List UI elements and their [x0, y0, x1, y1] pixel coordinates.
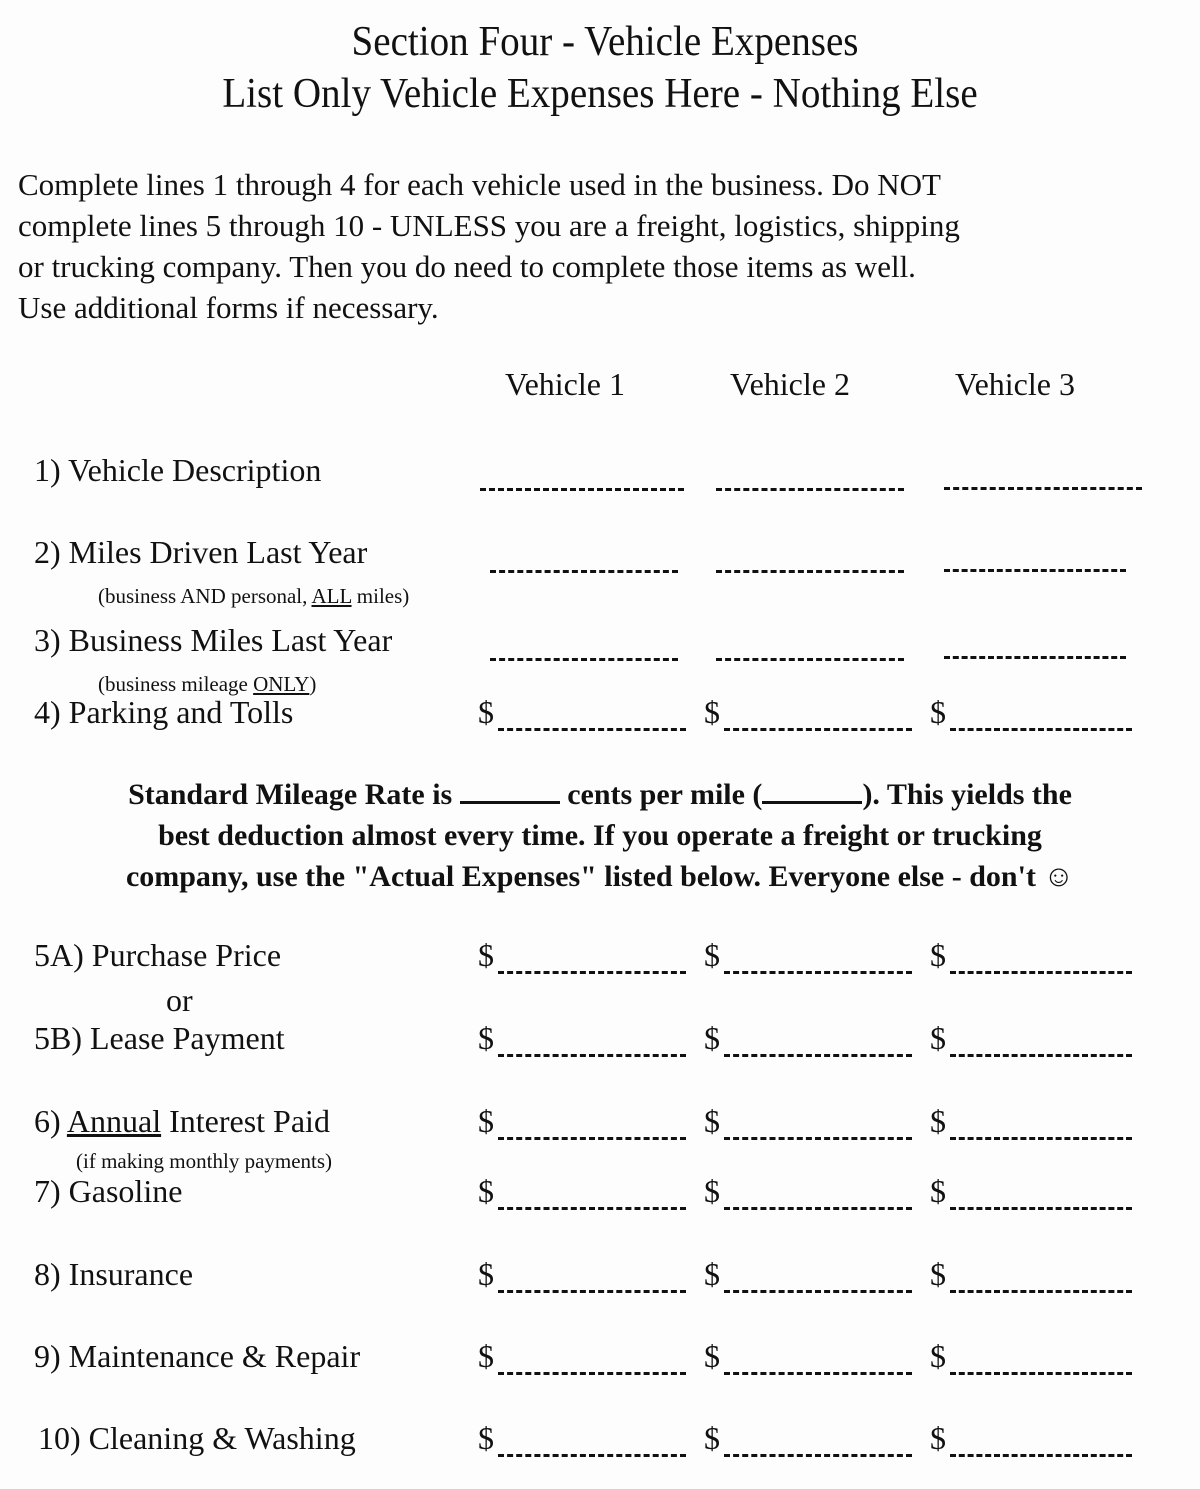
dollar-sign: $ — [704, 694, 720, 730]
vehicle-2-annual-interest-field[interactable] — [724, 1115, 912, 1140]
row-label-parking-tolls: 4) Parking and Tolls — [34, 694, 294, 730]
vehicle-1-purchase-price-field[interactable] — [498, 949, 686, 974]
dollar-sign: $ — [704, 1420, 720, 1456]
mileage-rate-note — [0, 774, 1200, 897]
dollar-sign: $ — [930, 1020, 946, 1056]
vehicle-2-purchase-price-field[interactable] — [724, 949, 912, 974]
row-label-lease-payment: 5B) Lease Payment — [34, 1020, 285, 1056]
row-label-cleaning-washing: 10) Cleaning & Washing — [38, 1420, 356, 1456]
instructions — [18, 164, 1198, 328]
vehicle-1-gasoline-field[interactable] — [498, 1185, 686, 1210]
instruction-line: Use additional forms if necessary. — [18, 290, 439, 325]
row-label-vehicle-description: 1) Vehicle Description — [34, 452, 322, 488]
instruction-line: or trucking company. Then you do need to complete those items as well. — [18, 249, 916, 284]
vehicle-3-purchase-price-field[interactable] — [950, 949, 1132, 974]
vehicle-2-business-miles-field[interactable] — [716, 636, 904, 661]
row-label-gasoline: 7) Gasoline — [34, 1173, 183, 1209]
dollar-sign: $ — [478, 937, 494, 973]
dollar-sign: $ — [930, 1338, 946, 1374]
section-subtitle: List Only Vehicle Expenses Here - Nothing Else — [222, 71, 978, 117]
dollar-sign: $ — [704, 1338, 720, 1374]
label-number: 6) — [34, 1103, 67, 1139]
row-note-miles-driven — [98, 584, 409, 609]
label-text: Interest Paid — [161, 1103, 330, 1139]
dollar-sign: $ — [478, 1420, 494, 1456]
vehicle-3-insurance-field[interactable] — [950, 1268, 1132, 1293]
mileage-rate-cents-field[interactable] — [460, 781, 560, 804]
dollar-sign: $ — [930, 1103, 946, 1139]
dollar-sign: $ — [930, 694, 946, 730]
note-line-1 — [0, 774, 1200, 815]
dollar-sign: $ — [478, 1020, 494, 1056]
note-text: Standard Mileage Rate is — [128, 778, 460, 811]
dollar-sign: $ — [704, 1103, 720, 1139]
vehicle-3-parking-tolls-field[interactable] — [950, 706, 1132, 731]
vehicle-1-miles-driven-field[interactable] — [490, 548, 678, 573]
dollar-sign: $ — [478, 1103, 494, 1139]
vehicle-2-cleaning-washing-field[interactable] — [724, 1432, 912, 1457]
vehicle-3-description-field[interactable] — [944, 465, 1142, 490]
dollar-sign: $ — [704, 1173, 720, 1209]
vehicle-3-miles-driven-field[interactable] — [944, 547, 1126, 572]
row-label-annual-interest — [34, 1103, 330, 1140]
row-label-maintenance-repair: 9) Maintenance & Repair — [34, 1338, 361, 1374]
note-text: (business mileage — [98, 672, 254, 696]
vehicle-2-miles-driven-field[interactable] — [716, 548, 904, 573]
vehicle-2-insurance-field[interactable] — [724, 1268, 912, 1293]
row-note-annual-interest: (if making monthly payments) — [76, 1149, 333, 1173]
vehicle-3-gasoline-field[interactable] — [950, 1185, 1132, 1210]
vehicle-2-lease-payment-field[interactable] — [724, 1032, 912, 1057]
section-title: Section Four - Vehicle Expenses — [351, 19, 859, 65]
vehicle-2-parking-tolls-field[interactable] — [724, 706, 912, 731]
dollar-sign: $ — [478, 1256, 494, 1292]
vehicle-1-parking-tolls-field[interactable] — [498, 706, 686, 731]
vehicle-2-gasoline-field[interactable] — [724, 1185, 912, 1210]
note-line-2: best deduction almost every time. If you operate a freight or trucking — [158, 819, 1042, 852]
note-text: ). This yields the — [862, 778, 1072, 811]
note-text: ) — [309, 672, 317, 696]
instruction-line: complete lines 5 through 10 - UNLESS you are a freight, logistics, shipping — [18, 208, 960, 243]
label-emphasis: Annual — [66, 1103, 162, 1139]
note-emphasis: ALL — [311, 584, 352, 608]
dollar-sign: $ — [704, 1256, 720, 1292]
vehicle-3-lease-payment-field[interactable] — [950, 1032, 1132, 1057]
note-emphasis: ONLY — [253, 672, 310, 696]
row-label-purchase-price: 5A) Purchase Price — [34, 937, 282, 973]
vehicle-3-maintenance-repair-field[interactable] — [950, 1350, 1132, 1375]
row-label-or: or — [166, 982, 193, 1018]
mileage-rate-dollars-field[interactable] — [762, 781, 862, 804]
column-header-vehicle-3: Vehicle 3 — [955, 366, 1075, 402]
vehicle-3-annual-interest-field[interactable] — [950, 1115, 1132, 1140]
vehicle-1-description-field[interactable] — [480, 466, 684, 491]
vehicle-1-business-miles-field[interactable] — [490, 636, 678, 661]
note-text: cents per mile ( — [559, 778, 763, 811]
vehicle-2-description-field[interactable] — [716, 466, 904, 491]
instruction-line: Complete lines 1 through 4 for each vehicle used in the business. Do NOT — [18, 167, 941, 202]
vehicle-3-cleaning-washing-field[interactable] — [950, 1432, 1132, 1457]
vehicle-3-business-miles-field[interactable] — [944, 634, 1126, 659]
column-header-vehicle-2: Vehicle 2 — [730, 366, 850, 402]
dollar-sign: $ — [930, 1420, 946, 1456]
dollar-sign: $ — [704, 1020, 720, 1056]
row-label-insurance: 8) Insurance — [34, 1256, 194, 1292]
dollar-sign: $ — [930, 1173, 946, 1209]
vehicle-1-maintenance-repair-field[interactable] — [498, 1350, 686, 1375]
vehicle-2-maintenance-repair-field[interactable] — [724, 1350, 912, 1375]
note-text: (business AND personal, — [98, 584, 312, 608]
note-line-3: company, use the "Actual Expenses" listed below. Everyone else - don't ☺ — [125, 860, 1075, 893]
row-label-business-miles: 3) Business Miles Last Year — [34, 622, 393, 658]
vehicle-1-lease-payment-field[interactable] — [498, 1032, 686, 1057]
dollar-sign: $ — [478, 1173, 494, 1209]
column-header-vehicle-1: Vehicle 1 — [505, 366, 625, 402]
vehicle-1-annual-interest-field[interactable] — [498, 1115, 686, 1140]
dollar-sign: $ — [478, 1338, 494, 1374]
dollar-sign: $ — [478, 694, 494, 730]
row-label-miles-driven: 2) Miles Driven Last Year — [34, 534, 368, 570]
vehicle-1-cleaning-washing-field[interactable] — [498, 1432, 686, 1457]
dollar-sign: $ — [930, 1256, 946, 1292]
note-text: miles) — [351, 584, 410, 608]
dollar-sign: $ — [930, 937, 946, 973]
vehicle-1-insurance-field[interactable] — [498, 1268, 686, 1293]
dollar-sign: $ — [704, 937, 720, 973]
